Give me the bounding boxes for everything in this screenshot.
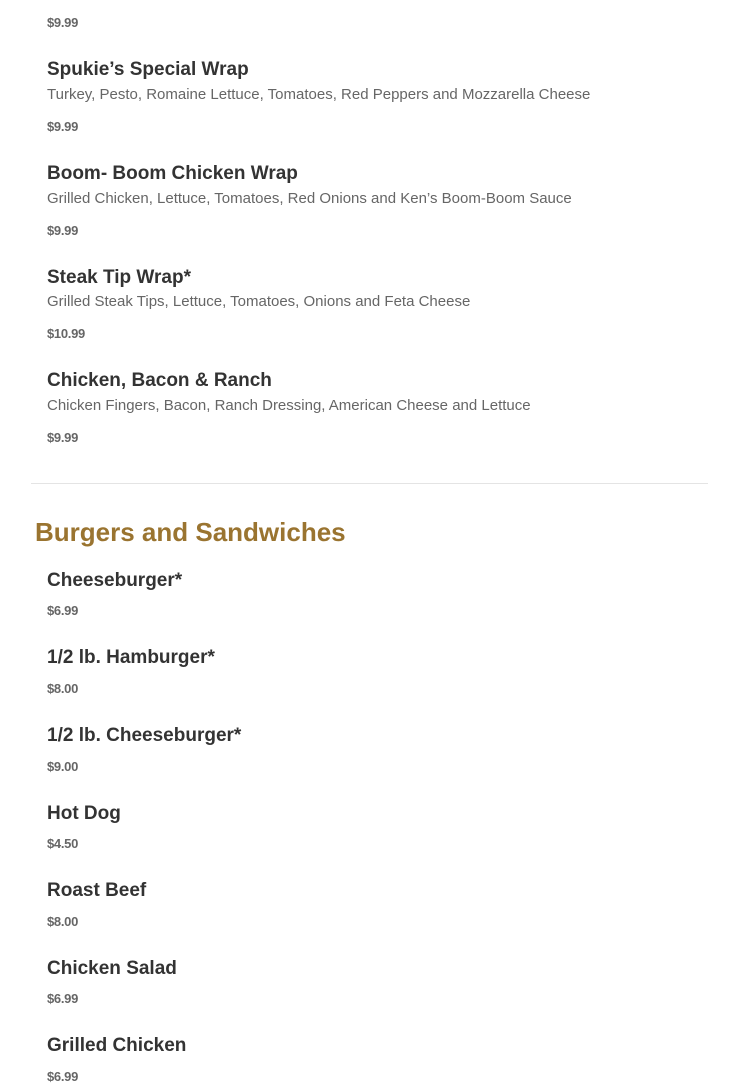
item-name: Spukie’s Special Wrap — [47, 59, 249, 80]
item-price: $9.99 — [47, 119, 79, 134]
item-name: 1/2 lb. Hamburger* — [47, 647, 215, 668]
item-name: Chicken, Bacon & Ranch — [47, 370, 272, 391]
item-price: $9.99 — [47, 430, 79, 445]
item-price: $6.99 — [47, 603, 79, 618]
item-description: Grilled Chicken, Lettuce, Tomatoes, Red Onions and Ken’s Boom-Boom Sauce — [47, 190, 572, 207]
item-name: Boom- Boom Chicken Wrap — [47, 163, 298, 184]
item-name: 1/2 lb. Cheeseburger* — [47, 725, 242, 746]
item-name: Steak Tip Wrap* — [47, 267, 191, 288]
section-title-burgers-and-sandwiches: Burgers and Sandwiches — [35, 517, 346, 547]
item-name: Grilled Chicken — [47, 1035, 187, 1056]
item-price: $6.99 — [47, 1069, 79, 1083]
item-price: $4.50 — [47, 836, 79, 851]
item-price: $9.99 — [47, 15, 79, 30]
item-price: $9.00 — [47, 759, 79, 774]
item-name: Hot Dog — [47, 803, 121, 824]
item-price: $8.00 — [47, 681, 79, 696]
item-price: $6.99 — [47, 991, 79, 1006]
item-description: Chicken Fingers, Bacon, Ranch Dressing, American Cheese and Lettuce — [47, 397, 531, 414]
item-price: $9.99 — [47, 223, 79, 238]
item-name: Cheeseburger* — [47, 570, 183, 591]
item-price: $10.99 — [47, 326, 85, 341]
item-name: Chicken Salad — [47, 958, 177, 979]
item-name: Roast Beef — [47, 880, 147, 901]
item-description: Grilled Steak Tips, Lettuce, Tomatoes, Onions and Feta Cheese — [47, 293, 471, 310]
item-description: Turkey, Pesto, Romaine Lettuce, Tomatoes, Red Peppers and Mozzarella Cheese — [47, 86, 591, 103]
item-price: $8.00 — [47, 914, 79, 929]
section-divider — [31, 483, 708, 484]
